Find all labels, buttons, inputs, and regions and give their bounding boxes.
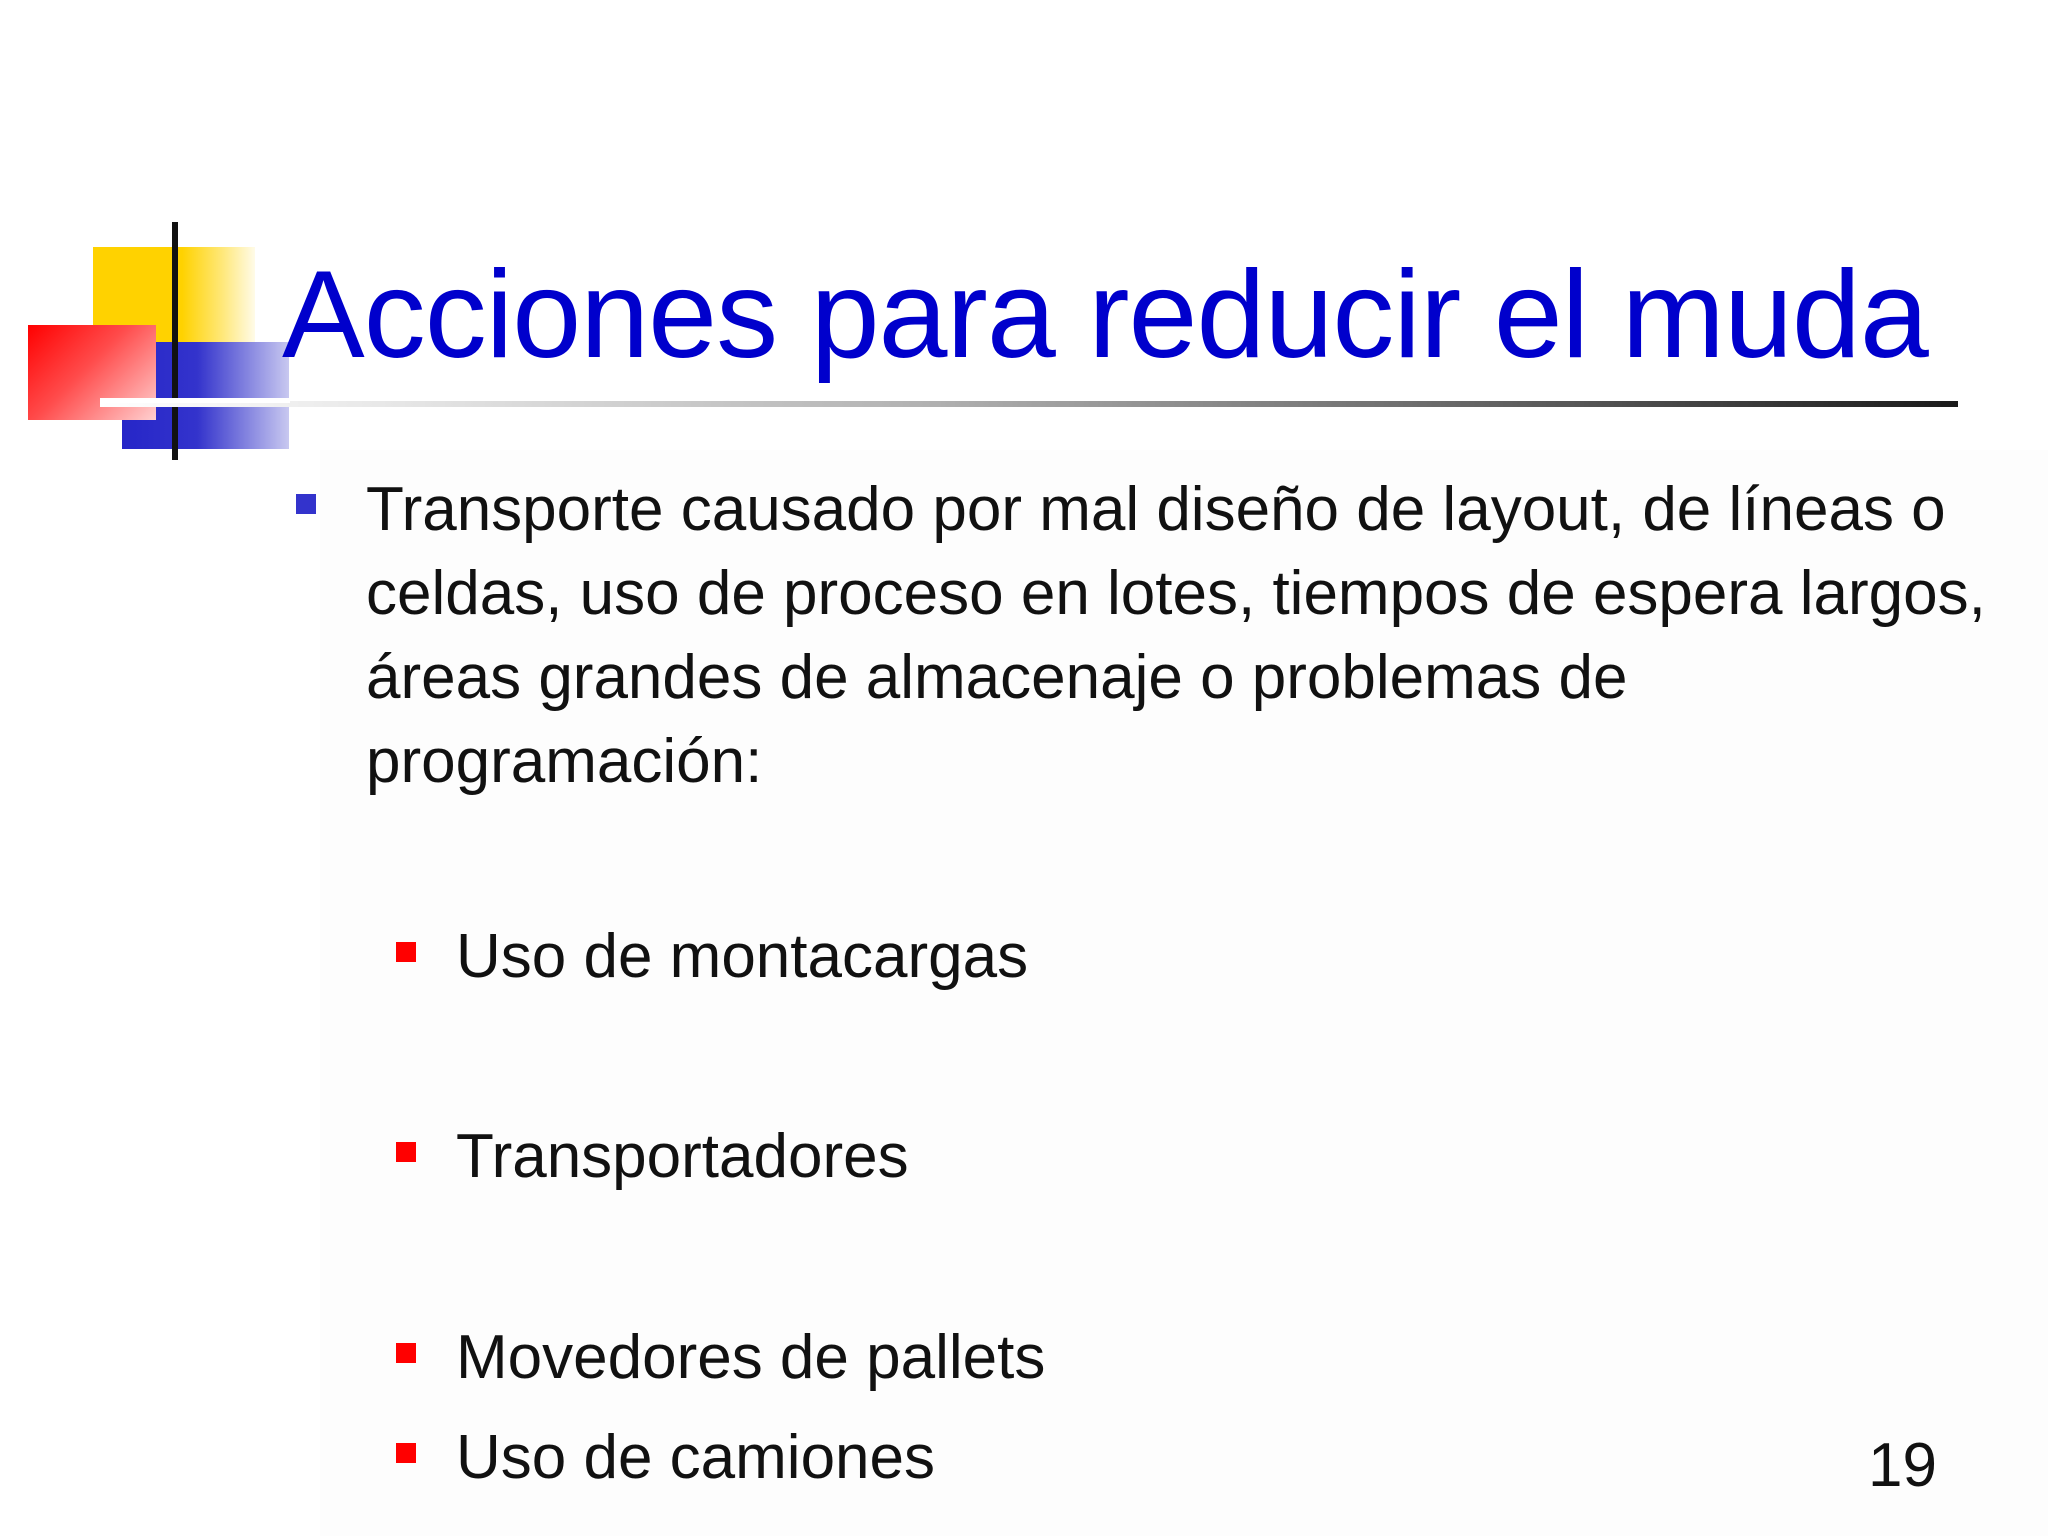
sub-bullet-text: Uso de montacargas <box>456 922 1029 991</box>
sub-bullet-text: Movedores de pallets <box>456 1323 1046 1392</box>
bullet-square-icon <box>396 1343 416 1363</box>
horizontal-line-decoration <box>100 398 290 403</box>
slide-title: Acciones para reducir el muda <box>282 246 1928 384</box>
sub-bullet-text: Uso de camiones <box>456 1423 936 1492</box>
main-bullet-text: Transporte causado por mal diseño de layout, de líneas o celdas, uso de proceso en lotes, tiempos de espera largos, áreas grandes de almacenaje o problemas de programación: <box>366 475 1986 796</box>
bullet-square-icon <box>396 942 416 962</box>
sub-bullet-text: Transportadores <box>456 1122 909 1191</box>
bullet-square-icon <box>396 1443 416 1463</box>
title-underline <box>100 401 1958 407</box>
bullet-square-icon <box>396 1142 416 1162</box>
page-number: 19 <box>1868 1431 1937 1500</box>
bullet-square-icon <box>296 494 316 514</box>
vertical-line-decoration <box>172 222 178 460</box>
